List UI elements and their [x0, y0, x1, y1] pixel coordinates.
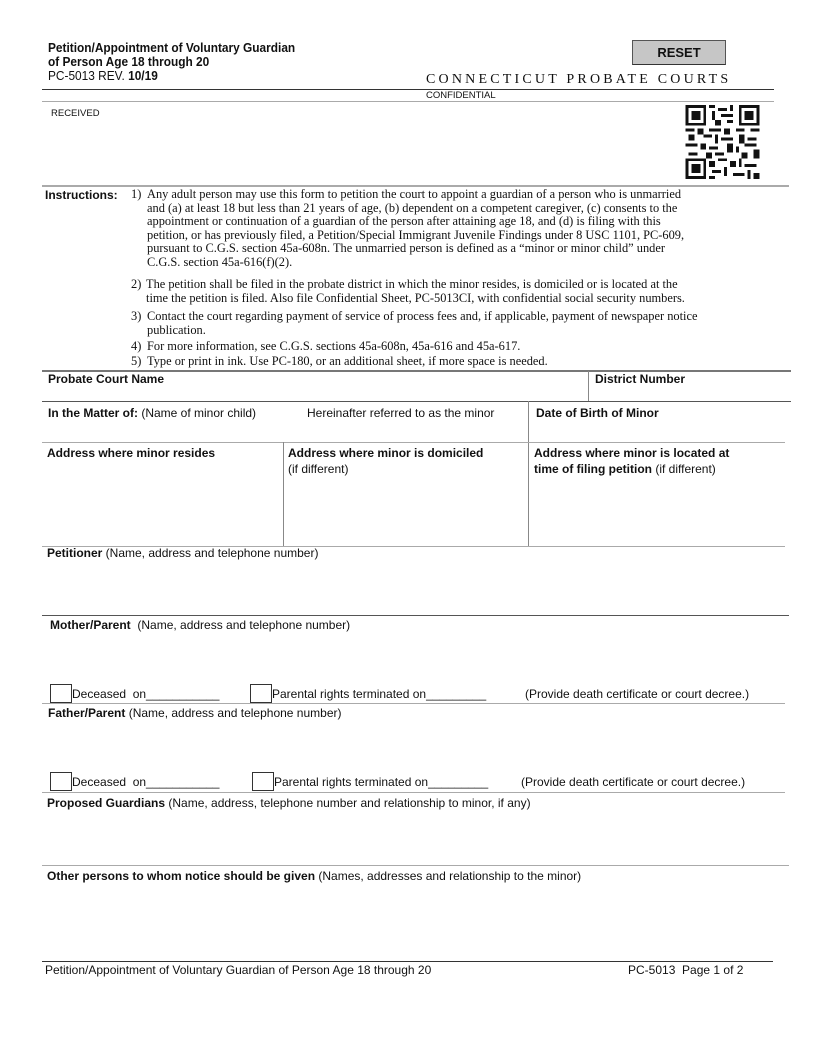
reset-button[interactable]: RESET	[632, 40, 726, 65]
petitioner-label: Petitioner	[47, 546, 103, 560]
other-persons-label: Other persons to whom notice should be given	[47, 869, 316, 883]
probate-court-name-field[interactable]: Probate Court Name	[48, 372, 165, 386]
father-deceased-checkbox[interactable]	[50, 772, 72, 791]
instruction-1	[131, 188, 684, 270]
petitioner-divider	[42, 615, 789, 616]
qr-code-icon	[685, 105, 760, 179]
mother-field[interactable]	[50, 618, 350, 632]
instruction-4-number: 4)	[131, 339, 142, 353]
other-persons-note: (Names, addresses and relationship to the minor)	[315, 869, 582, 883]
instruction-5	[131, 355, 548, 369]
header-divider	[42, 89, 774, 90]
matter-of-field[interactable]	[48, 406, 256, 420]
mother-label: Mother/Parent	[50, 618, 131, 632]
father-deceased-label: Deceased on___________	[72, 775, 220, 789]
address-located-note: (if different)	[651, 462, 716, 476]
form-title-line-2: of Person Age 18 through 20	[48, 55, 210, 69]
address-resides-field[interactable]: Address where minor resides	[47, 446, 216, 460]
footer-divider	[42, 961, 773, 962]
mother-deceased-label: Deceased on___________	[72, 687, 220, 701]
mother-divider	[42, 703, 785, 704]
instructions-label: Instructions:	[45, 188, 118, 202]
instruction-3-number: 3)	[131, 309, 142, 323]
father-rights-terminated-checkbox[interactable]	[252, 772, 274, 791]
district-divider	[588, 371, 589, 401]
dob-field[interactable]: Date of Birth of Minor	[536, 406, 659, 420]
petitioner-note: (Name, address and telephone number)	[102, 546, 319, 560]
court-row-bottom-divider	[42, 401, 791, 402]
instruction-3	[131, 310, 697, 337]
mother-note: (Name, address and telephone number)	[130, 618, 351, 632]
address-domiciled-field[interactable]	[288, 446, 483, 476]
confidential-label: CONFIDENTIAL	[426, 90, 496, 101]
instruction-line: For more information, see C.G.S. sections 45a-608n, 45a-616 and 45a-617.	[147, 339, 521, 353]
dob-divider	[528, 401, 529, 546]
father-divider	[42, 792, 785, 793]
instruction-1-number: 1)	[131, 187, 142, 201]
district-number-field[interactable]: District Number	[595, 372, 686, 386]
instruction-line: publication.	[147, 322, 206, 337]
court-name: CONNECTICUT PROBATE COURTS	[426, 72, 732, 87]
address-located-field[interactable]	[534, 446, 729, 476]
instruction-line: Any adult person may use this form to petition the court to appoint a guardian of a person who is unmarried	[147, 187, 682, 201]
mother-rights-terminated-checkbox[interactable]	[250, 684, 272, 703]
father-note: (Name, address and telephone number)	[125, 706, 342, 720]
matter-row-divider	[42, 442, 785, 443]
proposed-guardians-field[interactable]	[47, 796, 531, 810]
instruction-line: petition, or has previously filed, a Petition/Special Immigrant Juvenile Findings under 8 USC 1101, PC-609,	[147, 227, 685, 242]
other-persons-field[interactable]	[47, 869, 581, 883]
form-number	[48, 69, 158, 83]
instruction-5-number: 5)	[131, 354, 142, 368]
proposed-guardians-label: Proposed Guardians	[47, 796, 166, 810]
father-label: Father/Parent	[48, 706, 126, 720]
matter-of-label: In the Matter of:	[48, 406, 138, 420]
confidential-divider	[42, 101, 774, 102]
father-field[interactable]	[48, 706, 341, 720]
form-revision: 10/19	[128, 69, 158, 83]
petitioner-field[interactable]	[47, 546, 318, 560]
hereinafter-note: Hereinafter referred to as the minor	[307, 406, 495, 420]
instruction-line: pursuant to C.G.S. section 45a-608n. The unmarried person is defined as a “minor or minor child” under	[147, 241, 665, 256]
form-number-label: PC-5013 REV.	[48, 69, 129, 83]
instruction-line: time the petition is filed. Also file Confidential Sheet, PC-5013CI, with confidential social security numbers.	[146, 290, 685, 305]
footer-title: Petition/Appointment of Voluntary Guardian of Person Age 18 through 20	[45, 963, 432, 977]
instruction-line: The petition shall be filed in the probate district in which the minor resides, is domiciled or is located at the	[146, 277, 678, 291]
received-label: RECEIVED	[51, 108, 100, 119]
instruction-2-number: 2)	[131, 277, 142, 291]
address-domiciled-note: (if different)	[288, 462, 349, 476]
guardians-divider	[42, 865, 789, 866]
instruction-4	[131, 340, 520, 354]
address-located-label-2: time of filing petition	[534, 462, 652, 476]
instruction-line: and (a) at least 18 but less than 21 years of age, (b) dependent on a competent caregiver, (c) consents to the	[147, 200, 678, 215]
address-divider	[283, 442, 284, 546]
instruction-2	[131, 278, 685, 305]
mother-rights-terminated-label: Parental rights terminated on_________	[272, 687, 487, 701]
address-located-label: Address where minor is located at	[534, 446, 730, 460]
father-rights-terminated-label: Parental rights terminated on_________	[274, 775, 489, 789]
form-title-line-1: Petition/Appointment of Voluntary Guardian	[48, 41, 296, 55]
father-provide-note: (Provide death certificate or court decree.)	[521, 775, 746, 789]
instruction-line: C.G.S. section 45a-616(f)(2).	[147, 254, 293, 269]
instruction-line: appointment or continuation of a guardian of the person after attaining age 18, and (d) is filing with this	[147, 214, 661, 229]
address-domiciled-label: Address where minor is domiciled	[288, 446, 484, 460]
mother-deceased-checkbox[interactable]	[50, 684, 72, 703]
mother-provide-note: (Provide death certificate or court decree.)	[525, 687, 750, 701]
footer-page-number: PC-5013 Page 1 of 2	[628, 963, 744, 977]
instruction-line: Type or print in ink. Use PC-180, or an additional sheet, if more space is needed.	[147, 354, 548, 368]
proposed-guardians-note: (Name, address, telephone number and relationship to minor, if any)	[165, 796, 531, 810]
instruction-line: Contact the court regarding payment of service of process fees and, if applicable, payment of newspaper notice	[147, 309, 698, 323]
matter-of-note: (Name of minor child)	[138, 406, 257, 420]
